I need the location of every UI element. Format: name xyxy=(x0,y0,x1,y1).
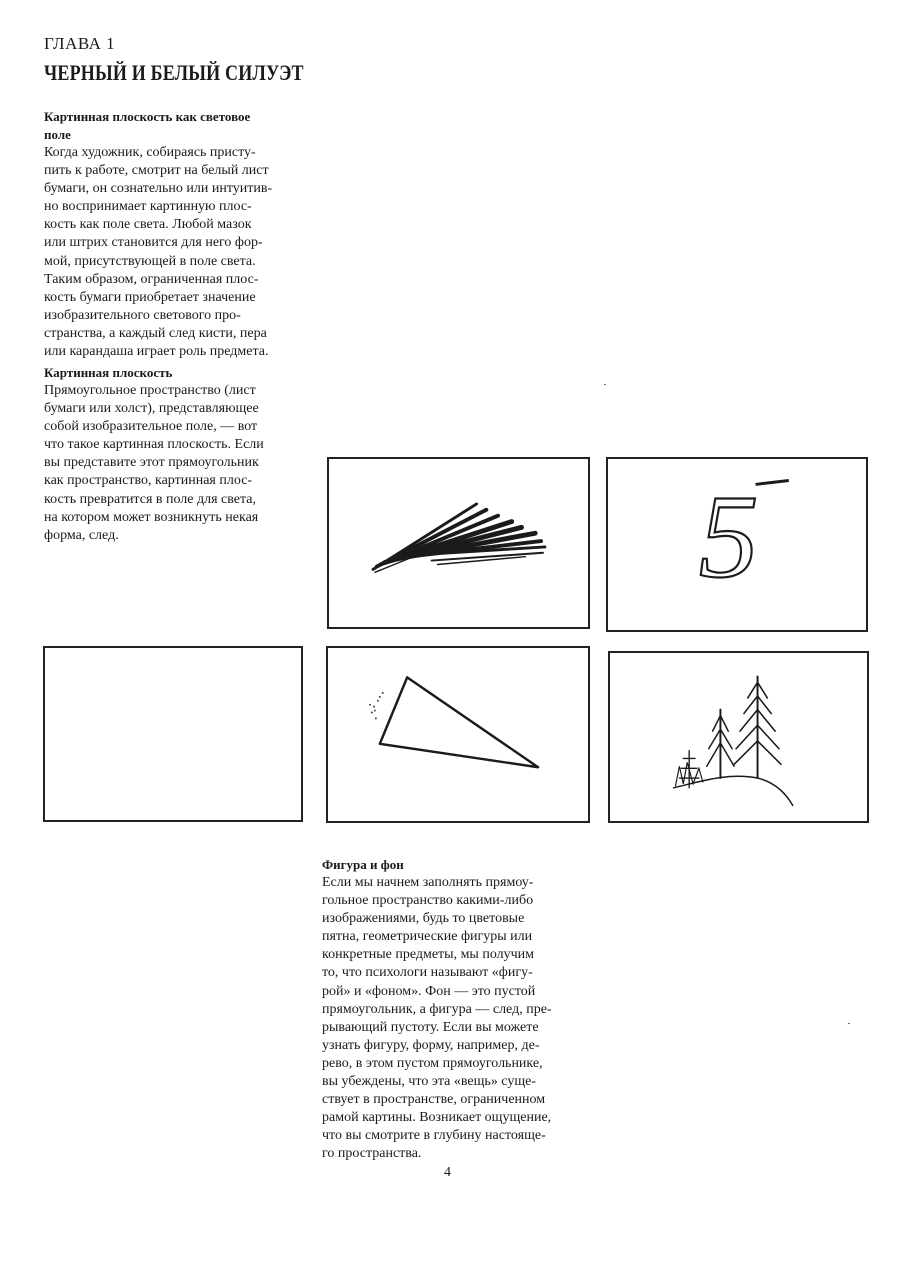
text-line: рой» и «фоном». Фон — это пустой xyxy=(322,983,536,999)
section-heading xyxy=(322,856,552,874)
text-line: изобразительного светового про- xyxy=(44,307,241,323)
text-line: изображениями, будь то цветовые xyxy=(322,911,525,927)
text-line: или штрих становится для него фор- xyxy=(44,235,263,251)
illustration-triangle xyxy=(326,646,590,823)
text-line: бумаги или холст), представляющее xyxy=(44,401,259,417)
text-line: го пространства. xyxy=(322,1146,422,1162)
heading-line: поле xyxy=(44,127,71,142)
chapter-title: ЧЕРНЫЙ И БЕЛЫЙ СИЛУЭТ xyxy=(44,60,304,85)
text-line: кость превратится в поле для света, xyxy=(44,491,257,507)
section-figure-ground xyxy=(322,856,552,1164)
section-heading xyxy=(44,364,264,382)
page-number: 4 xyxy=(444,1165,451,1180)
text-line: то, что психологи называют «фигу- xyxy=(322,965,533,981)
text-line: собой изобразительное поле, — вот xyxy=(44,419,258,435)
text-line: прямоугольник, а фигура — след, пре- xyxy=(322,1001,552,1017)
heading-line: Фигура и фон xyxy=(322,857,404,872)
text-line: ствует в пространстве, ограниченном xyxy=(322,1092,546,1108)
heading-line: Картинная плоскость как световое xyxy=(44,109,251,124)
text-line: пятна, геометрические фигуры или xyxy=(322,929,533,945)
text-line: бумаги, он сознательно или интуитив- xyxy=(44,181,273,197)
illustration-number xyxy=(606,457,868,632)
text-line: рамой картины. Возникает ощущение, xyxy=(322,1110,552,1126)
print-speck xyxy=(604,384,606,385)
text-line: кость как поле света. Любой мазок xyxy=(44,217,252,233)
text-line: как пространство, картинная плос- xyxy=(44,473,253,489)
trees-drawing xyxy=(610,653,867,821)
heading-line: Картинная плоскость xyxy=(44,365,173,380)
text-line: странства, а каждый след кисти, пера xyxy=(44,325,267,341)
text-line: вы представите этот прямоугольник xyxy=(44,455,259,471)
print-speck xyxy=(848,1023,850,1024)
text-line: пить к работе, смотрит на белый лист xyxy=(44,163,269,179)
text-line: узнать фигуру, форму, например, де- xyxy=(322,1037,540,1053)
text-line: кость бумаги приобретает значение xyxy=(44,289,256,305)
section-light-field xyxy=(44,108,272,361)
text-line: рывающий пустоту. Если вы можете xyxy=(322,1019,539,1035)
digit-five: 5 xyxy=(698,470,759,603)
text-line: гольное пространство какими-либо xyxy=(322,893,534,909)
text-line: форма, след. xyxy=(44,527,119,543)
charcoal-stroke-drawing xyxy=(329,459,588,627)
section-picture-plane xyxy=(44,364,264,545)
text-line: Если мы начнем заполнять прямоу- xyxy=(322,875,534,890)
text-line: конкретные предметы, мы получим xyxy=(322,947,535,963)
text-line: что такое картинная плоскость. Если xyxy=(44,437,264,453)
text-line: мой, присутствующей в поле света. xyxy=(44,253,256,269)
illustration-stroke xyxy=(327,457,590,629)
text-line: Таким образом, ограниченная плос- xyxy=(44,271,259,287)
text-line: рево, в этом пустом прямоугольнике, xyxy=(322,1055,543,1071)
text-line: Когда художник, собираясь присту- xyxy=(44,145,256,160)
text-line: но воспринимает картинную плос- xyxy=(44,199,252,215)
section-heading xyxy=(44,108,272,144)
text-line: вы убеждены, что эта «вещь» суще- xyxy=(322,1074,536,1090)
text-line: или карандаша играет роль предмета. xyxy=(44,344,269,360)
text-line: на котором может возникнуть некая xyxy=(44,509,259,525)
illustration-empty-frame xyxy=(43,646,303,822)
text-line: Прямоугольное пространство (лист xyxy=(44,383,256,398)
number-five-drawing xyxy=(608,459,866,630)
triangle-drawing xyxy=(328,648,588,821)
illustration-trees xyxy=(608,651,869,823)
chapter-label: ГЛАВА 1 xyxy=(44,34,116,53)
text-line: что вы смотрите в глубину настояще- xyxy=(322,1128,546,1144)
